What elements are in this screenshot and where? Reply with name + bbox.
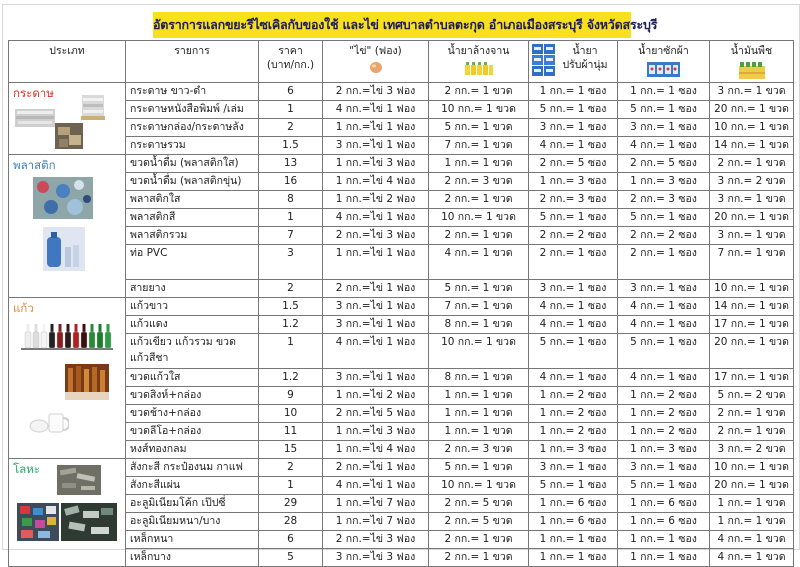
softener-rate-cell: 1 กก.= 1 ซอง xyxy=(529,83,618,101)
dish-soap-rate-cell: 2 กก.= 5 ขวด xyxy=(429,513,529,531)
price-cell: 15 xyxy=(259,441,323,459)
item-cell: อะลูมิเนียมโค้ก เป๊ปซี่ xyxy=(126,495,259,513)
detergent-rate-cell: 4 กก.= 1 ซอง xyxy=(618,137,710,155)
oil-rate-cell: 17 กก.= 1 ขวด xyxy=(710,316,794,334)
oil-rate-cell: 2 กก.= 1 ขวด xyxy=(710,155,794,173)
dish-soap-rate-cell: 2 กก.= 1 ขวด xyxy=(429,531,529,549)
scrap-metal-image xyxy=(57,465,101,495)
oil-rate-cell: 4 กก.= 1 ขวด xyxy=(710,531,794,549)
price-cell: 3 xyxy=(259,245,323,280)
egg-rate-cell: 1 กก.=ไข่ 7 ฟอง xyxy=(323,513,429,531)
item-cell: กระดาษกล่อง/กระดาษลัง xyxy=(126,119,259,137)
detergent-rate-cell: 1 กก.= 2 ซอง xyxy=(618,387,710,405)
softener-rate-cell: 2 กก.= 3 ซอง xyxy=(529,191,618,209)
egg-rate-cell: 4 กก.=ไข่ 1 ฟอง xyxy=(323,334,429,369)
item-cell: พลาสติกสี xyxy=(126,209,259,227)
detergent-rate-cell: 3 กก.= 1 ซอง xyxy=(618,280,710,298)
table-row xyxy=(9,423,794,441)
dish-soap-rate-cell: 8 กก.= 1 ขวด xyxy=(429,369,529,387)
category-label: พลาสติก xyxy=(13,158,56,172)
cardboard-pile-image xyxy=(55,123,83,149)
table-row xyxy=(9,441,794,459)
dish-soap-rate-cell: 4 กก.= 1 ขวด xyxy=(429,245,529,280)
price-cell: 13 xyxy=(259,155,323,173)
egg-rate-cell: 2 กก.=ไข่ 1 ฟอง xyxy=(323,459,429,477)
header-dish-soap xyxy=(429,41,529,83)
price-cell: 6 xyxy=(259,531,323,549)
detergent-rate-cell: 1 กก.= 1 ซอง xyxy=(618,83,710,101)
oil-rate-cell: 3 กก.= 1 ขวด xyxy=(710,83,794,101)
price-cell: 29 xyxy=(259,495,323,513)
item-cell: ขวดลีโอ+กล่อง xyxy=(126,423,259,441)
dish-soap-rate-cell: 10 กก.= 1 ขวด xyxy=(429,101,529,119)
detergent-rate-cell: 1 กก.= 3 ซอง xyxy=(618,441,710,459)
table-row xyxy=(9,280,794,298)
oil-rate-cell: 14 กก.= 1 ขวด xyxy=(710,137,794,155)
price-cell: 1 xyxy=(259,477,323,495)
egg-rate-cell: 1 กก.=ไข่ 1 ฟอง xyxy=(323,119,429,137)
softener-rate-cell: 1 กก.= 1 ซอง xyxy=(529,531,618,549)
glass-cups-image xyxy=(27,412,69,434)
price-cell: 10 xyxy=(259,405,323,423)
oil-rate-cell: 2 กก.= 1 ขวด xyxy=(710,405,794,423)
dish-soap-rate-cell: 1 กก.= 1 ขวด xyxy=(429,387,529,405)
item-cell: เหล็กหนา xyxy=(126,531,259,549)
header-price xyxy=(259,41,323,83)
header-softener xyxy=(529,41,618,83)
softener-rate-cell: 1 กก.= 6 ซอง xyxy=(529,513,618,531)
oil-rate-cell: 3 กก.= 2 ขวด xyxy=(710,173,794,191)
glass-bottles-image xyxy=(21,318,113,352)
detergent-rate-cell: 1 กก.= 1 ซอง xyxy=(618,549,710,567)
softener-rate-cell: 1 กก.= 2 ซอง xyxy=(529,423,618,441)
egg-rate-cell: 4 กก.=ไข่ 1 ฟอง xyxy=(323,101,429,119)
detergent-rate-cell: 3 กก.= 1 ซอง xyxy=(618,119,710,137)
softener-rate-cell: 1 กก.= 3 ซอง xyxy=(529,441,618,459)
price-cell: 8 xyxy=(259,191,323,209)
item-cell: หงส์ทองกลม xyxy=(126,441,259,459)
egg-rate-cell: 2 กก.=ไข่ 3 ฟอง xyxy=(323,83,429,101)
oil-rate-cell: 3 กก.= 1 ขวด xyxy=(710,227,794,245)
softener-rate-cell: 1 กก.= 3 ซอง xyxy=(529,173,618,191)
plastic-bottles-pile-image xyxy=(33,177,93,219)
oil-rate-cell: 20 กก.= 1 ขวด xyxy=(710,209,794,227)
oil-rate-cell: 20 กก.= 1 ขวด xyxy=(710,334,794,369)
dish-soap-rate-cell: 10 กก.= 1 ขวด xyxy=(429,334,529,369)
table-row xyxy=(9,477,794,495)
softener-rate-cell: 5 กก.= 1 ซอง xyxy=(529,334,618,369)
dish-soap-rate-cell: 5 กก.= 1 ขวด xyxy=(429,459,529,477)
detergent-rate-cell: 1 กก.= 6 ซอง xyxy=(618,495,710,513)
dish-soap-rate-cell: 2 กก.= 1 ขวด xyxy=(429,191,529,209)
header-oil-label: น้ำมันพืช xyxy=(730,45,773,57)
softener-rate-cell: 3 กก.= 1 ซอง xyxy=(529,280,618,298)
softener-rate-cell: 4 กก.= 1 ซอง xyxy=(529,369,618,387)
dish-soap-rate-cell: 10 กก.= 1 ขวด xyxy=(429,477,529,495)
softener-rate-cell: 3 กก.= 1 ซอง xyxy=(529,459,618,477)
egg-rate-cell: 3 กก.=ไข่ 1 ฟอง xyxy=(323,137,429,155)
item-cell: ขวดแก้วใส xyxy=(126,369,259,387)
detergent-rate-cell: 5 กก.= 1 ซอง xyxy=(618,334,710,369)
oil-rate-cell: 4 กก.= 1 ขวด xyxy=(710,549,794,567)
table-row xyxy=(9,137,794,155)
detergent-rate-cell: 5 กก.= 1 ซอง xyxy=(618,209,710,227)
item-cell: สายยาง xyxy=(126,280,259,298)
detergent-rate-cell: 1 กก.= 2 ซอง xyxy=(618,423,710,441)
egg-rate-cell: 4 กก.=ไข่ 1 ฟอง xyxy=(323,477,429,495)
table-row xyxy=(9,227,794,245)
table-row xyxy=(9,119,794,137)
oil-rate-cell: 3 กก.= 1 ขวด xyxy=(710,191,794,209)
price-cell: 1.2 xyxy=(259,369,323,387)
egg-rate-cell: 3 กก.=ไข่ 1 ฟอง xyxy=(323,369,429,387)
header-detergent-label: น้ำยาซักผ้า xyxy=(638,45,689,57)
category-label: แก้ว xyxy=(13,301,34,315)
price-cell: 7 xyxy=(259,227,323,245)
aluminium-cans-image xyxy=(61,503,117,541)
header-softener-line1: น้ำยา xyxy=(572,45,598,57)
price-cell: 9 xyxy=(259,387,323,405)
item-cell: ท่อ PVC xyxy=(126,245,259,280)
egg-rate-cell: 2 กก.=ไข่ 1 ฟอง xyxy=(323,280,429,298)
price-cell: 1 xyxy=(259,334,323,369)
price-cell: 1 xyxy=(259,209,323,227)
page-title: อัตราการแลกขยะรีไซเคิลกับของใช้ และไข่ เทศบาลตำบลตะกุด อำเภอเมืองสระบุรี จังหวัดสระบุรี xyxy=(153,12,631,38)
detergent-rate-cell: 1 กก.= 2 ซอง xyxy=(618,405,710,423)
egg-rate-cell: 3 กก.=ไข่ 1 ฟอง xyxy=(323,316,429,334)
dish-soap-rate-cell: 5 กก.= 1 ขวด xyxy=(429,119,529,137)
header-item xyxy=(126,41,259,83)
price-cell: 2 xyxy=(259,459,323,477)
oil-rate-cell: 1 กก.= 1 ขวด xyxy=(710,513,794,531)
price-cell: 5 xyxy=(259,549,323,567)
item-cell: กระดาษหนังสือพิมพ์ /เล่ม xyxy=(126,101,259,119)
table-row xyxy=(9,495,794,513)
egg-rate-cell: 1 กก.=ไข่ 7 ฟอง xyxy=(323,495,429,513)
header-detergent xyxy=(618,41,710,83)
egg-rate-cell: 1 กก.=ไข่ 2 ฟอง xyxy=(323,387,429,405)
header-price-line1: ราคา xyxy=(278,45,303,57)
softener-rate-cell: 5 กก.= 1 ซอง xyxy=(529,101,618,119)
detergent-rate-cell: 3 กก.= 1 ซอง xyxy=(618,459,710,477)
egg-rate-cell: 3 กก.=ไข่ 1 ฟอง xyxy=(323,298,429,316)
egg-icon xyxy=(369,60,383,74)
dish-soap-rate-cell: 2 กก.= 1 ขวด xyxy=(429,549,529,567)
category-cell-plastic xyxy=(9,155,126,298)
item-cell: อะลูมิเนียมหนา/บาง xyxy=(126,513,259,531)
detergent-rate-cell: 5 กก.= 1 ซอง xyxy=(618,477,710,495)
table-row xyxy=(9,334,794,369)
table-row xyxy=(9,191,794,209)
softener-rate-cell: 2 กก.= 2 ซอง xyxy=(529,227,618,245)
dish-soap-rate-cell: 7 กก.= 1 ขวด xyxy=(429,298,529,316)
table-body xyxy=(9,83,794,567)
item-cell: แก้วเขียว แก้วรวม ขวดแก้วสีชา xyxy=(126,334,259,369)
table-row xyxy=(9,316,794,334)
dish-soap-rate-cell: 1 กก.= 1 ขวด xyxy=(429,155,529,173)
table-row xyxy=(9,405,794,423)
detergent-rate-cell: 2 กก.= 1 ซอง xyxy=(618,245,710,280)
header-dish-soap-label: น้ำยาล้างจาน xyxy=(447,45,510,57)
egg-rate-cell: 1 กก.=ไข่ 2 ฟอง xyxy=(323,191,429,209)
dish-soap-rate-cell: 2 กก.= 3 ขวด xyxy=(429,441,529,459)
oil-rate-cell: 3 กก.= 2 ขวด xyxy=(710,441,794,459)
price-cell: 2 xyxy=(259,280,323,298)
item-cell: พลาสติกรวม xyxy=(126,227,259,245)
detergent-rate-cell: 2 กก.= 2 ซอง xyxy=(618,227,710,245)
table-row xyxy=(9,531,794,549)
item-cell: สังกะสี กระป๋องนม กาแฟ xyxy=(126,459,259,477)
detergent-rate-cell: 4 กก.= 1 ซอง xyxy=(618,369,710,387)
header-egg-label: "ไข่" (ฟอง) xyxy=(349,45,402,57)
egg-rate-cell: 1 กก.=ไข่ 4 ฟอง xyxy=(323,441,429,459)
price-cell: 28 xyxy=(259,513,323,531)
softener-rate-cell: 1 กก.= 6 ซอง xyxy=(529,495,618,513)
item-cell: กระดาษรวม xyxy=(126,137,259,155)
price-cell: 11 xyxy=(259,423,323,441)
detergent-rate-cell: 5 กก.= 1 ซอง xyxy=(618,101,710,119)
dish-soap-rate-cell: 5 กก.= 1 ขวด xyxy=(429,280,529,298)
category-label: กระดาษ xyxy=(13,86,54,100)
dish-soap-rate-cell: 1 กก.= 1 ขวด xyxy=(429,405,529,423)
oil-rate-cell: 14 กก.= 1 ขวด xyxy=(710,298,794,316)
egg-rate-cell: 4 กก.=ไข่ 1 ฟอง xyxy=(323,209,429,227)
header-egg xyxy=(323,41,429,83)
table-row xyxy=(9,101,794,119)
item-cell: กระดาษ ขาว-ดำ xyxy=(126,83,259,101)
detergent-rate-cell: 1 กก.= 1 ซอง xyxy=(618,531,710,549)
vegetable-oil-bottles-icon xyxy=(738,60,766,80)
softener-rate-cell: 4 กก.= 1 ซอง xyxy=(529,316,618,334)
table-row xyxy=(9,513,794,531)
table-row xyxy=(9,549,794,567)
header-item-label: รายการ xyxy=(174,45,210,57)
detergent-packs-icon xyxy=(647,60,681,78)
oil-rate-cell: 10 กก.= 1 ขวด xyxy=(710,459,794,477)
dish-soap-rate-cell: 7 กก.= 1 ขวด xyxy=(429,137,529,155)
dish-soap-rate-cell: 2 กก.= 1 ขวด xyxy=(429,83,529,101)
oil-rate-cell: 17 กก.= 1 ขวด xyxy=(710,369,794,387)
header-price-line2: (บาท/กก.) xyxy=(266,59,315,71)
softener-rate-cell: 4 กก.= 1 ซอง xyxy=(529,298,618,316)
softener-rate-cell: 5 กก.= 1 ซอง xyxy=(529,209,618,227)
price-cell: 1 xyxy=(259,101,323,119)
detergent-rate-cell: 1 กก.= 6 ซอง xyxy=(618,513,710,531)
detergent-rate-cell: 2 กก.= 3 ซอง xyxy=(618,191,710,209)
beer-bottles-crate-image xyxy=(65,364,109,400)
softener-rate-cell: 5 กก.= 1 ซอง xyxy=(529,477,618,495)
price-cell: 1.5 xyxy=(259,298,323,316)
table-row xyxy=(9,155,794,173)
category-cell-paper xyxy=(9,83,126,155)
header-oil xyxy=(710,41,794,83)
detergent-rate-cell: 4 กก.= 1 ซอง xyxy=(618,298,710,316)
table-row xyxy=(9,209,794,227)
dish-soap-rate-cell: 1 กก.= 1 ขวด xyxy=(429,423,529,441)
oil-rate-cell: 10 กก.= 1 ขวด xyxy=(710,119,794,137)
table-row xyxy=(9,173,794,191)
header-category-label: ประเภท xyxy=(49,45,85,57)
oil-rate-cell: 1 กก.= 1 ขวด xyxy=(710,495,794,513)
exchange-rate-table xyxy=(8,40,794,567)
price-cell: 6 xyxy=(259,83,323,101)
table-row xyxy=(9,387,794,405)
softener-rate-cell: 1 กก.= 1 ซอง xyxy=(529,549,618,567)
table-row xyxy=(9,83,794,101)
header-row xyxy=(9,41,794,83)
item-cell: ขวดช้าง+กล่อง xyxy=(126,405,259,423)
dish-soap-rate-cell: 2 กก.= 3 ขวด xyxy=(429,173,529,191)
oil-rate-cell: 10 กก.= 1 ขวด xyxy=(710,280,794,298)
softener-rate-cell: 4 กก.= 1 ซอง xyxy=(529,137,618,155)
dish-soap-rate-cell: 2 กก.= 5 ขวด xyxy=(429,495,529,513)
item-cell: แก้วขาว xyxy=(126,298,259,316)
category-label: โลหะ xyxy=(13,462,40,476)
oil-rate-cell: 20 กก.= 1 ขวด xyxy=(710,477,794,495)
dish-soap-rate-cell: 2 กก.= 1 ขวด xyxy=(429,227,529,245)
table-row xyxy=(9,369,794,387)
detergent-rate-cell: 1 กก.= 3 ซอง xyxy=(618,173,710,191)
price-cell: 16 xyxy=(259,173,323,191)
softener-rate-cell: 3 กก.= 1 ซอง xyxy=(529,119,618,137)
water-jug-image xyxy=(43,227,85,271)
table-row xyxy=(9,459,794,477)
item-cell: แก้วแดง xyxy=(126,316,259,334)
category-cell-metal xyxy=(9,459,126,567)
table-row xyxy=(9,298,794,316)
crushed-cans-image xyxy=(17,503,59,541)
egg-rate-cell: 1 กก.=ไข่ 4 ฟอง xyxy=(323,173,429,191)
oil-rate-cell: 5 กก.= 2 ขวด xyxy=(710,387,794,405)
item-cell: ขวดน้ำดื่ม (พลาสติกใส) xyxy=(126,155,259,173)
price-cell: 2 xyxy=(259,119,323,137)
egg-rate-cell: 2 กก.=ไข่ 3 ฟอง xyxy=(323,227,429,245)
oil-rate-cell: 2 กก.= 1 ขวด xyxy=(710,423,794,441)
egg-rate-cell: 2 กก.=ไข่ 3 ฟอง xyxy=(323,531,429,549)
detergent-rate-cell: 4 กก.= 1 ซอง xyxy=(618,316,710,334)
category-cell-glass xyxy=(9,298,126,459)
newspaper-stack-image xyxy=(15,105,55,129)
softener-rate-cell: 2 กก.= 1 ซอง xyxy=(529,245,618,280)
header-softener-line2: ปรับผ้านุ่ม xyxy=(562,59,608,71)
softener-rate-cell: 1 กก.= 2 ซอง xyxy=(529,405,618,423)
oil-rate-cell: 20 กก.= 1 ขวด xyxy=(710,101,794,119)
softener-packs-icon xyxy=(532,44,556,78)
paper-pile-image xyxy=(81,93,105,121)
item-cell: พลาสติกใส xyxy=(126,191,259,209)
dish-soap-rate-cell: 10 กก.= 1 ขวด xyxy=(429,209,529,227)
egg-rate-cell: 1 กก.=ไข่ 1 ฟอง xyxy=(323,245,429,280)
dish-soap-rate-cell: 8 กก.= 1 ขวด xyxy=(429,316,529,334)
header-category xyxy=(9,41,126,83)
softener-rate-cell: 2 กก.= 5 ซอง xyxy=(529,155,618,173)
table-row xyxy=(9,245,794,280)
detergent-rate-cell: 2 กก.= 5 ซอง xyxy=(618,155,710,173)
price-cell: 1.5 xyxy=(259,137,323,155)
dish-soap-bottles-icon xyxy=(464,60,494,76)
oil-rate-cell: 7 กก.= 1 ขวด xyxy=(710,245,794,280)
egg-rate-cell: 3 กก.=ไข่ 3 ฟอง xyxy=(323,549,429,567)
item-cell: ขวดน้ำดื่ม (พลาสติกขุ่น) xyxy=(126,173,259,191)
price-cell: 1.2 xyxy=(259,316,323,334)
egg-rate-cell: 2 กก.=ไข่ 5 ฟอง xyxy=(323,405,429,423)
egg-rate-cell: 1 กก.=ไข่ 3 ฟอง xyxy=(323,423,429,441)
item-cell: ขวดสิงห์+กล่อง xyxy=(126,387,259,405)
item-cell: สังกะสีแผ่น xyxy=(126,477,259,495)
item-cell: เหล็กบาง xyxy=(126,549,259,567)
egg-rate-cell: 1 กก.=ไข่ 3 ฟอง xyxy=(323,155,429,173)
softener-rate-cell: 1 กก.= 2 ซอง xyxy=(529,387,618,405)
